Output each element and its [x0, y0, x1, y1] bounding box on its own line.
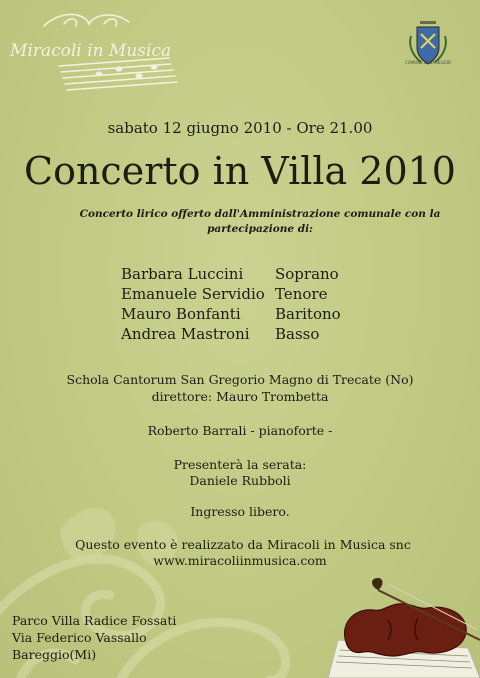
venue-address	[12, 612, 176, 663]
event-title: Concerto in Villa 2010	[24, 149, 456, 193]
event-date: sabato 12 giugno 2010 - Ore 21.00	[107, 119, 373, 137]
venue-line-2: Via Federico Vassallo	[12, 630, 147, 645]
choir-director: direttore: Mauro Trombetta	[151, 389, 329, 404]
venue-line-3: Bareggio(Mi)	[12, 647, 97, 662]
municipality-label: COMUNE DI BAREGGIO	[405, 60, 451, 65]
presenter-label: Presenterà la serata:	[173, 457, 307, 472]
event-intro	[60, 207, 460, 237]
performer-name: Andrea Mastroni	[121, 325, 250, 343]
choir-name: Schola Cantorum San Gregorio Magno di Trecate (No)	[66, 372, 414, 387]
performer-name: Emanuele Servidio	[121, 285, 265, 303]
organizer-line: Questo evento è realizzato da Miracoli in Musica snc	[75, 537, 411, 552]
performer-row	[121, 284, 341, 304]
intro-line-2: partecipazione di:	[207, 223, 313, 235]
presenter-name: Daniele Rubboli	[189, 473, 291, 488]
logo-text: Miracoli in Musica	[10, 41, 172, 61]
municipality-crest-icon	[405, 18, 451, 76]
performer-name: Mauro Bonfanti	[121, 305, 241, 323]
performer-row	[121, 304, 341, 324]
pianist: Roberto Barrali - pianoforte -	[147, 423, 333, 438]
entry-info: Ingresso libero.	[190, 504, 290, 519]
performer-name: Barbara Luccini	[121, 265, 244, 283]
performer-role: Soprano	[275, 265, 339, 283]
performer-row	[121, 264, 341, 284]
performer-role: Basso	[275, 325, 320, 343]
venue-line-1: Parco Villa Radice Fossati	[12, 613, 177, 628]
performer-row	[121, 324, 341, 344]
performer-role: Baritono	[275, 305, 341, 323]
website-link[interactable]: www.miracoliinmusica.com	[153, 553, 327, 568]
performer-role: Tenore	[275, 285, 328, 303]
violin-illustration	[318, 570, 480, 678]
miracoli-logo	[4, 6, 180, 106]
performer-list	[121, 264, 341, 344]
intro-line-1: Concerto lirico offerto dall'Amministrazione comunale con la	[79, 208, 441, 220]
